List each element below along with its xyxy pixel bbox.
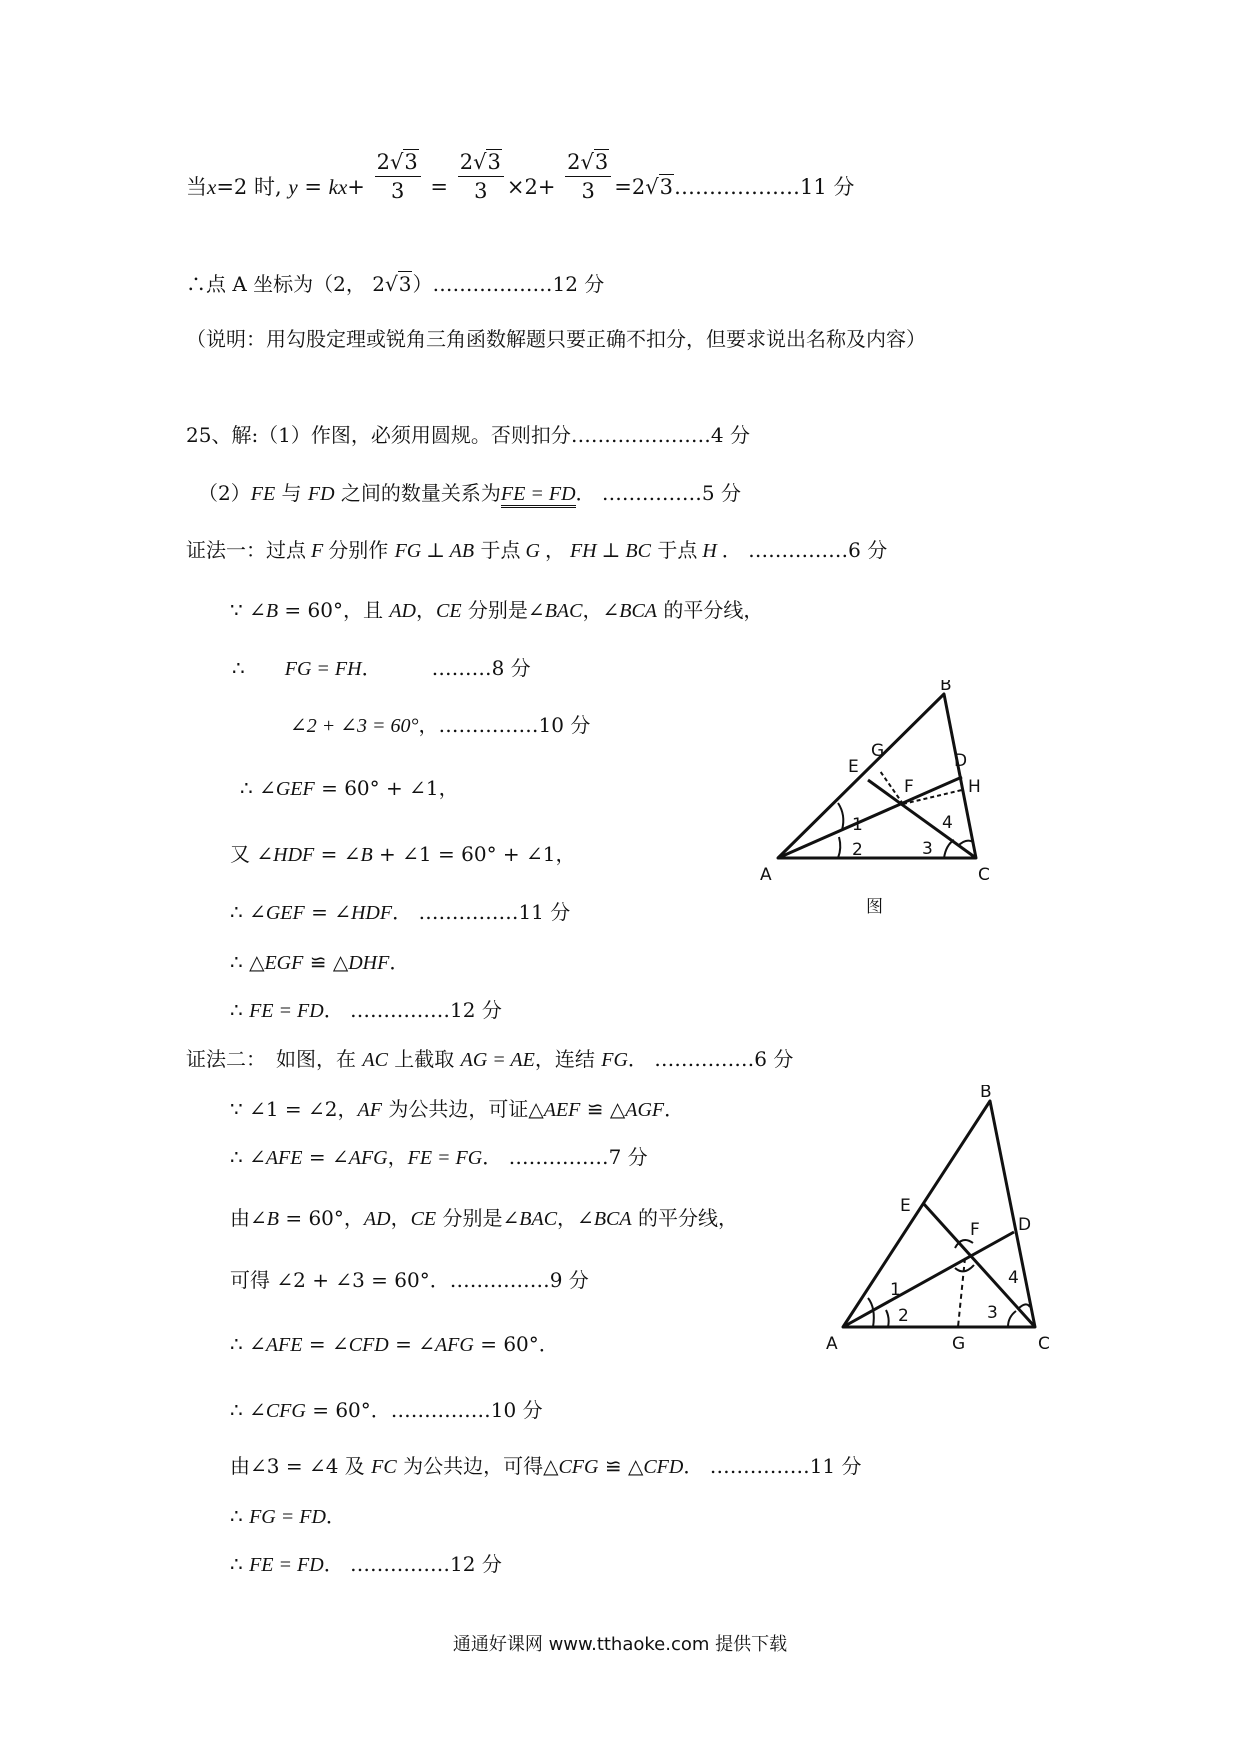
proof1-gef-eq-hdf-line: ∴ ∠GEF = ∠HDF． ……………11 分 xyxy=(230,900,571,924)
label-b: B xyxy=(980,1085,992,1102)
fraction-2sqrt3-over-3: $\frac{2√3}{3}$ xyxy=(565,148,611,205)
proof2-congruent-cfg-line: 由∠3 = ∠4 及 FC 为公共边，可得△CFG ≌ △CFD． ……………11 分 xyxy=(230,1454,862,1478)
label-g: G xyxy=(952,1334,966,1350)
q25-part2-line: （2）FE 与 FD 之间的数量关系为FE = FD． ……………5 分 xyxy=(198,479,741,508)
label-angle-3: 3 xyxy=(987,1303,998,1323)
label-h: H xyxy=(968,777,981,797)
page-footer: 通通好课网 www.tthaoke.com 提供下载 xyxy=(452,1634,788,1655)
proof1-heading-line: 证法一：过点 F 分别作 FG ⊥ AB 于点 G ， FH ⊥ BC 于点 H ． ……………6 分 xyxy=(186,538,888,562)
proof2-conclusion-line: ∴ FE = FD． ……………12 分 xyxy=(230,1552,502,1576)
triangle-figure-2-svg xyxy=(810,1085,1070,1350)
triangle-abc xyxy=(778,694,976,858)
triangle-figure-2 xyxy=(810,1085,1070,1350)
label-c: C xyxy=(978,865,990,885)
fraction-2sqrt3-over-3: $\frac{2√3}{3}$ xyxy=(458,148,504,205)
label-e: E xyxy=(900,1196,911,1216)
proof2-angles-60-line: ∴ ∠AFE = ∠CFD = ∠AFG = 60°． xyxy=(230,1332,559,1356)
proof1-angle-sum-line: ∠2 + ∠3 = 60°，……………10 分 xyxy=(290,713,591,737)
angle-2-arc xyxy=(886,1310,889,1327)
answer-line-x-equals-2: 当x=2 时, y = kx+ $\frac{2√3}{3}$ = $\frac{2√3}{3}$ ×2+ $\frac{2√3}{3}$ =2√3………………11 分 xyxy=(186,150,855,203)
label-angle-1: 1 xyxy=(890,1280,901,1300)
fraction-2sqrt3-over-3: $\frac{2√3}{3}$ xyxy=(375,148,421,205)
angle-1-arc xyxy=(838,803,843,830)
label-c: C xyxy=(1038,1334,1050,1350)
label-d: D xyxy=(1018,1215,1032,1235)
q25-part1-line: 25、解:（1）作图，必须用圆规。否则扣分…………………4 分 xyxy=(186,423,751,447)
figure-caption: 图 xyxy=(866,897,883,917)
proof1-fg-fh-line: ∴ FG = FH． ………8 分 xyxy=(232,656,531,680)
angle-3-arc xyxy=(1008,1311,1016,1327)
point-a-coordinates-line: ∴点 A 坐标为（2， 2√3）………………12 分 xyxy=(186,272,605,296)
label-f: F xyxy=(970,1220,980,1240)
proof1-conclusion-line: ∴ FE = FD． ……………12 分 xyxy=(230,998,502,1022)
proof2-congruent-aef-line: ∵ ∠1 = ∠2，AF 为公共边，可证△AEF ≌ △AGF． xyxy=(230,1097,685,1121)
proof2-angle-sum-line: 可得 ∠2 + ∠3 = 60°．……………9 分 xyxy=(230,1268,589,1292)
proof2-heading-line: 证法二： 如图，在 AC 上截取 AG = AE，连结 FG． ……………6 分 xyxy=(186,1047,794,1071)
label-angle-2: 2 xyxy=(852,840,863,860)
segment-ad xyxy=(778,777,962,858)
proof1-hdf-line: 又 ∠HDF = ∠B + ∠1 = 60° + ∠1， xyxy=(230,842,576,866)
label-f: F xyxy=(904,777,914,797)
answer-underlined: FE = FD xyxy=(501,483,576,508)
proof1-gef-line: ∴ ∠GEF = 60° + ∠1， xyxy=(240,776,459,800)
label-angle-2: 2 xyxy=(898,1306,909,1326)
label-angle-3: 3 xyxy=(922,839,933,859)
triangle-figure-1-svg xyxy=(740,680,1040,920)
proof2-cfg-line: ∴ ∠CFG = 60°．……………10 分 xyxy=(230,1398,543,1422)
label-angle-1: 1 xyxy=(852,815,863,835)
proof2-fg-fd-line: ∴ FG = FD． xyxy=(230,1504,346,1528)
label-b: B xyxy=(940,680,952,695)
proof2-given-line: 由∠B = 60°，AD，CE 分别是∠BAC，∠BCA 的平分线， xyxy=(230,1206,738,1230)
label-a: A xyxy=(826,1334,838,1350)
label-e: E xyxy=(848,757,859,777)
label-angle-4: 4 xyxy=(1008,1268,1019,1288)
proof2-afe-afg-line: ∴ ∠AFE = ∠AFG，FE = FG． ……………7 分 xyxy=(230,1145,648,1169)
triangle-figure-1 xyxy=(740,680,1040,920)
label-d: D xyxy=(954,751,968,771)
dashed-fg xyxy=(958,1258,965,1327)
label-angle-4: 4 xyxy=(942,813,953,833)
note-line: （说明：用勾股定理或锐角三角函数解题只要正确不扣分，但要求说出名称及内容） xyxy=(186,327,926,351)
proof1-congruent-line: ∴ △EGF ≌ △DHF． xyxy=(230,950,410,974)
label-a: A xyxy=(760,865,772,885)
dashed-fg xyxy=(880,771,903,804)
label-g: G xyxy=(871,741,885,761)
angle-4-arc xyxy=(1018,1304,1030,1309)
proof1-given-line: ∵ ∠B = 60°，且 AD，CE 分别是∠BAC，∠BCA 的平分线， xyxy=(230,598,764,622)
angle-4-arc xyxy=(958,841,973,846)
angle-2-arc xyxy=(838,837,840,858)
